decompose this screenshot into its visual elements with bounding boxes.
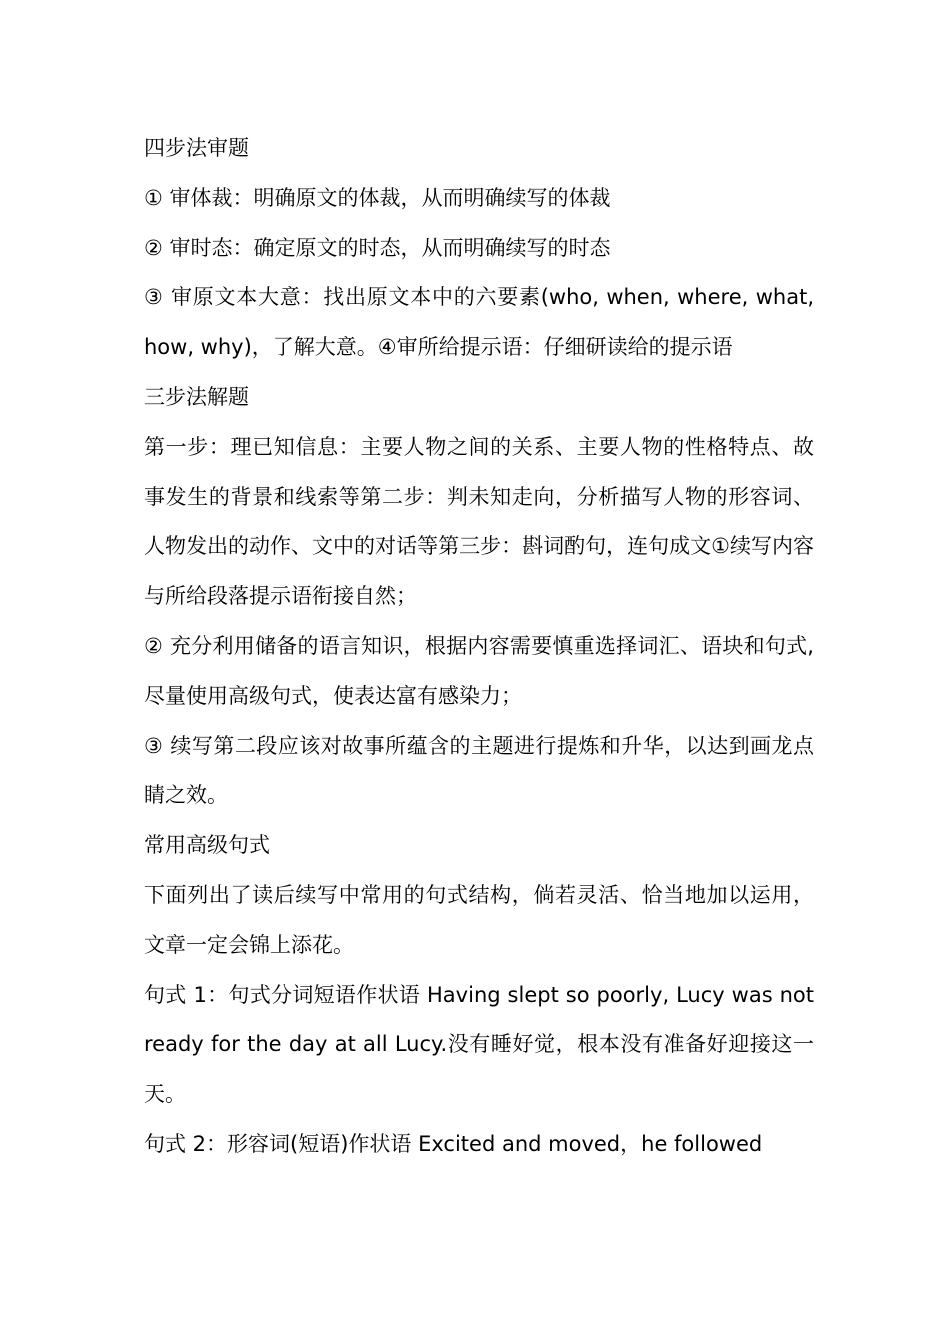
paragraph-steps: 第一步：理已知信息：主要人物之间的关系、主要人物的性格特点、故事发生的背景和线索等第二步：判未知走向，分析描写人物的形容词、人物发出的动作、文中的对话等第三步：斟词酌句，连句成文①续写内容与所给段落提示语衔接自然；: [144, 434, 814, 609]
section-heading-three-step-solve: 三步法解题: [144, 384, 249, 409]
document-body: [144, 124, 821, 1170]
paragraph-review-tense: ② 审时态：确定原文的时态，从而明确续写的时态: [144, 235, 611, 260]
paragraph-sentence-pattern-1: 句式 1：句式分词短语作状语 Having slept so poorly, Lucy was not ready for the day at all Lucy.没有睡好觉，根本没有准备好迎接这一天。: [144, 982, 821, 1107]
section-heading-advanced-sentences: 常用高级句式: [144, 833, 270, 858]
paragraph-intro-sentence-structures: 下面列出了读后续写中常用的句式结构，倘若灵活、恰当地加以运用，文章一定会锦上添花。: [144, 882, 814, 957]
paragraph-review-main-idea: ③ 审原文本大意：找出原文本中的六要素(who, when, where, what, how, why)，了解大意。④审所给提示语：仔细研读给的提示语: [144, 285, 821, 360]
paragraph-second-paragraph-theme: ③ 续写第二段应该对故事所蕴含的主题进行提炼和升华，以达到画龙点睛之效。: [144, 733, 814, 808]
section-heading-four-step-review: 四步法审题: [144, 136, 249, 160]
paragraph-review-genre: ① 审体裁：明确原文的体裁，从而明确续写的体裁: [144, 185, 611, 210]
paragraph-sentence-pattern-2: 句式 2：形容词(短语)作状语 Excited and moved，he followed: [144, 1131, 763, 1156]
paragraph-language-knowledge: ② 充分利用储备的语言知识，根据内容需要慎重选择词汇、语块和句式,尽量使用高级句式，使表达富有感染力；: [144, 633, 814, 708]
